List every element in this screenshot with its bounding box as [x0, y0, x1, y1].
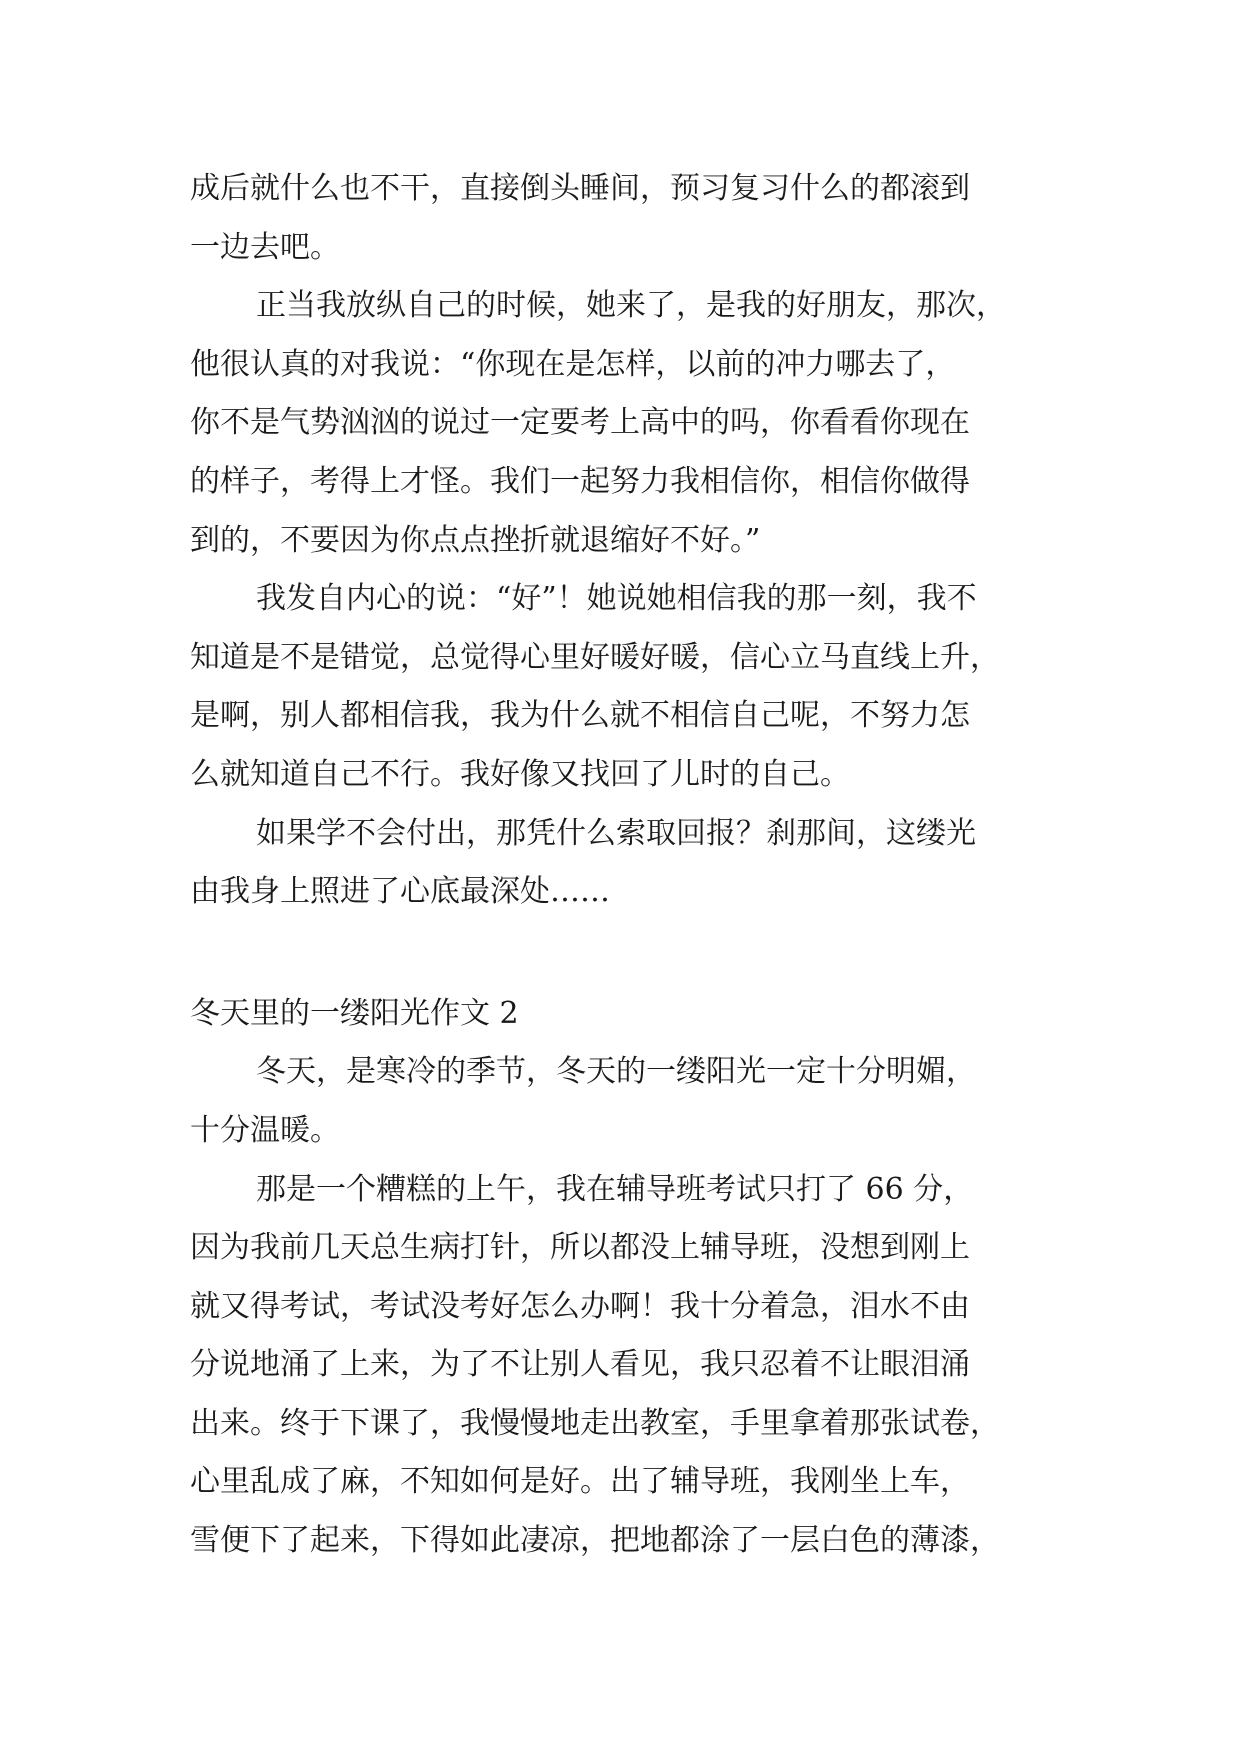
- text-line: 的样子，考得上才怪。我们一起努力我相信你，相信你做得: [190, 463, 970, 499]
- text-line: 你不是气势汹汹的说过一定要考上高中的吗，你看看你现在: [190, 405, 970, 441]
- text-line: 一边去吧。: [190, 229, 340, 265]
- paragraph-start-line: 那是一个糟糕的上午，我在辅导班考试只打了 66 分，: [256, 1171, 974, 1207]
- text-line: 心里乱成了麻，不知如何是好。出了辅导班，我刚坐上车，: [190, 1464, 970, 1500]
- text-line: 雪便下了起来，下得如此凄凉，把地都涂了一层白色的薄漆，: [190, 1523, 1000, 1559]
- document-body: [190, 160, 1052, 1571]
- text-line: 十分温暖。: [190, 1112, 340, 1148]
- paragraph-start-line: 如果学不会付出，那凭什么索取回报？刹那间，这缕光: [256, 815, 976, 851]
- text-line: 么就知道自己不行。我好像又找回了儿时的自己。: [190, 756, 850, 792]
- text-line: 就又得考试，考试没考好怎么办啊！我十分着急，泪水不由: [190, 1288, 970, 1324]
- text-line: 知道是不是错觉，总觉得心里好暖好暖，信心立马直线上升，: [190, 639, 1000, 675]
- text-line: 出来。终于下课了，我慢慢地走出教室，手里拿着那张试卷，: [190, 1405, 1000, 1441]
- paragraph-start-line: 我发自内心的说：“好”！她说她相信我的那一刻，我不: [256, 581, 977, 617]
- paragraph-start-line: 正当我放纵自己的时候，她来了，是我的好朋友，那次，: [256, 288, 1006, 324]
- section-gap: [190, 922, 1052, 985]
- paragraph-start-line: 冬天，是寒冷的季节，冬天的一缕阳光一定十分明媚，: [256, 1054, 976, 1090]
- text-line: 是啊，别人都相信我，我为什么就不相信自己呢，不努力怎: [190, 698, 970, 734]
- text-line: 到的，不要因为你点点挫折就退缩好不好。”: [190, 522, 761, 558]
- text-line: 由我身上照进了心底最深处……: [190, 874, 610, 910]
- text-line: 分说地涌了上来，为了不让别人看见，我只忍着不让眼泪涌: [190, 1347, 970, 1383]
- text-line: 成后就什么也不干，直接倒头睡间，预习复习什么的都滚到: [190, 171, 970, 206]
- text-line: 他很认真的对我说：“你现在是怎样，以前的冲力哪去了，: [190, 346, 956, 382]
- text-line: 因为我前几天总生病打针，所以都没上辅导班，没想到刚上: [190, 1230, 970, 1266]
- section-title: 冬天里的一缕阳光作文 2: [190, 995, 519, 1031]
